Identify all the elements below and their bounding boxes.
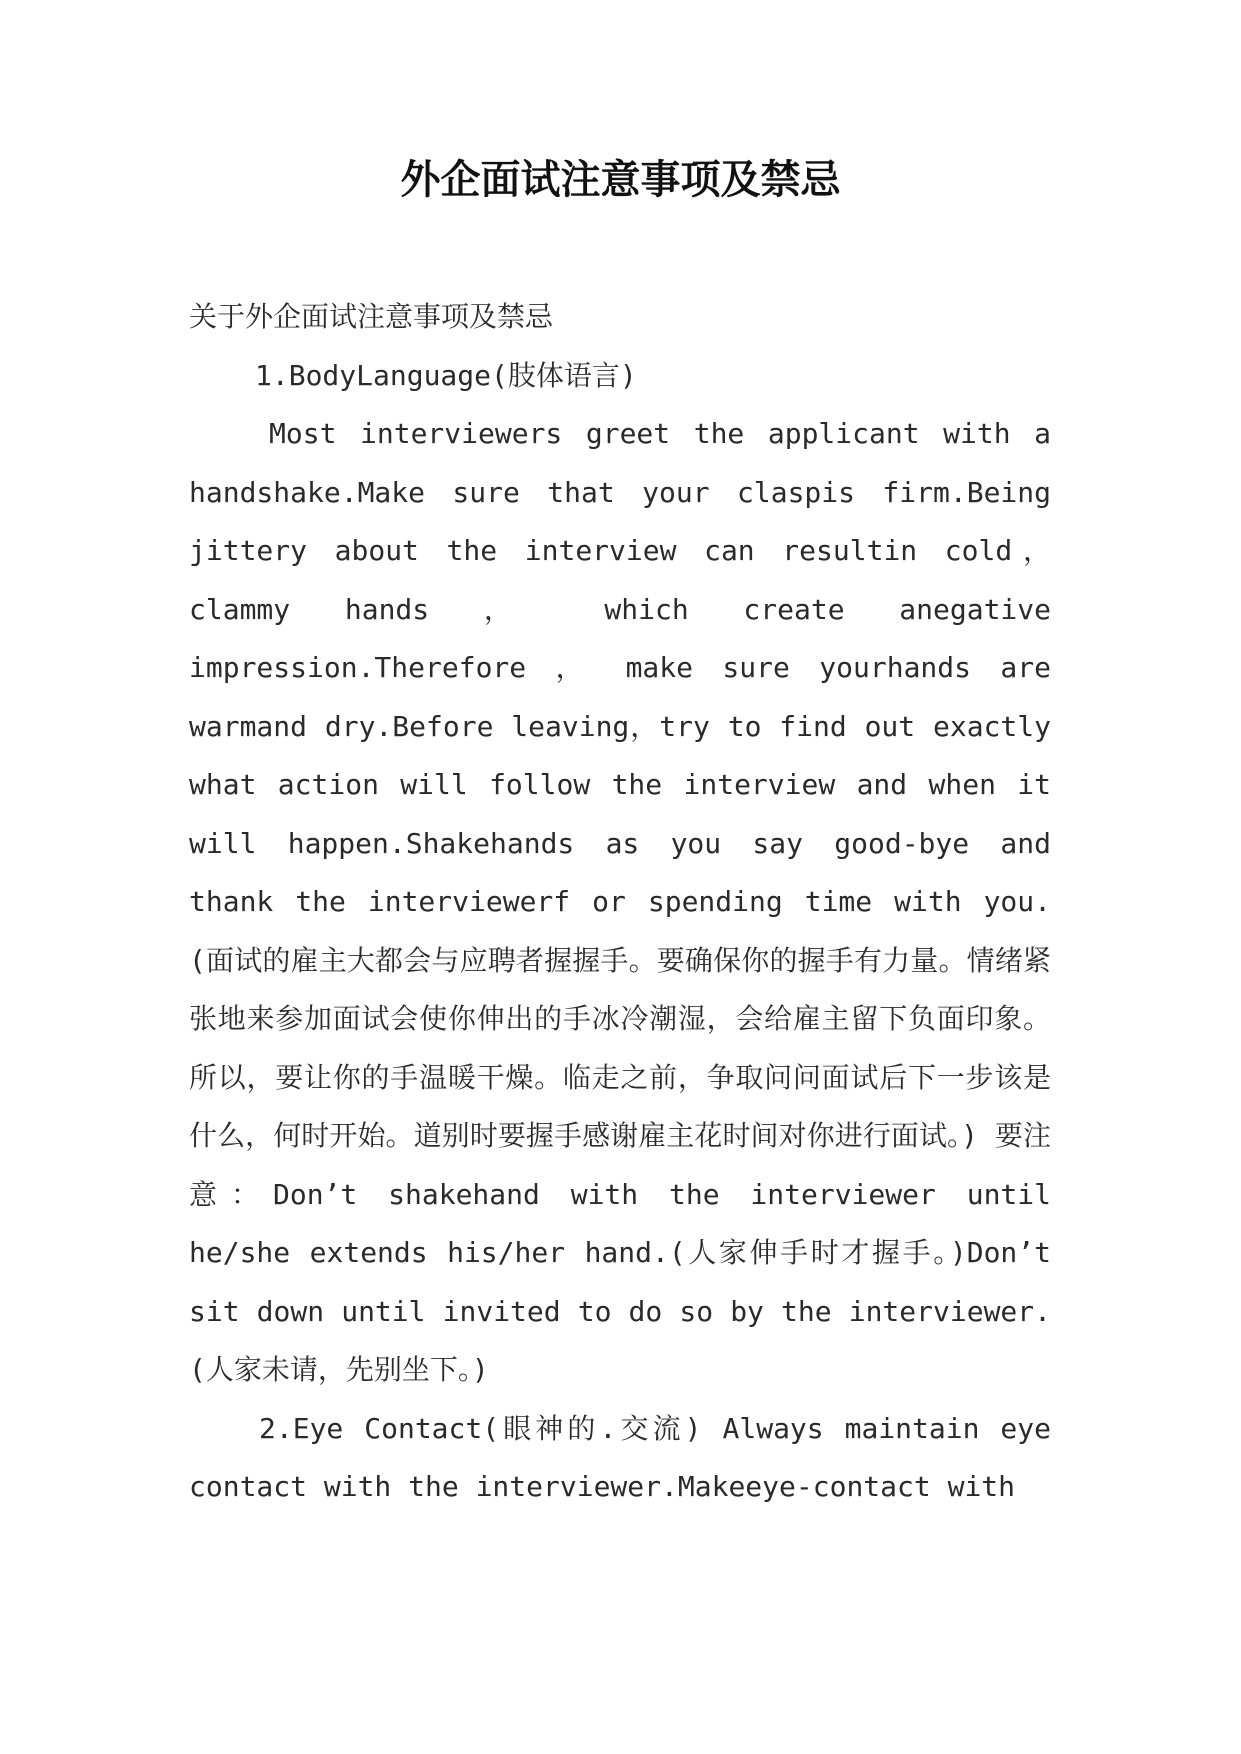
section-paragraph-eye-contact: 2.Eye Contact(眼神的.交流) Always maintain eye contact with the interviewer.Makeeye-contact with [189,1411,1051,1503]
document-body [189,288,1051,1517]
section-heading-body-language: 1.BodyLanguage(肢体语言) [255,358,637,392]
document-subtitle: 关于外企面试注意事项及禁忌 [189,300,554,333]
section-paragraph-body-language: Most interviewers greet the applicant with a handshake.Make sure that your claspis firm.Being jittery about the interview can resultin cold， clammy hands ， which create anegative impression.Therefore ， make sure yourhands are warmand dry.Before leaving，try to find out exactly what action will follow the interview and when it will happen.Shakehands as you say good-bye and thank the interviewerf or spending time with you.(面试的雇主大都会与应聘者握握手。要确保你的握手有力量。情绪紧张地来参加面试会使你伸出的手冰冷潮湿，会给雇主留下负面印象。所以，要让你的手温暖干燥。临走之前，争取问问面试后下一步该是什么，何时开始。道别时要握手感谢雇主花时间对你进行面试。) 要注意：Don’t shakehand with the interviewer until he/she extends his/her hand.(人家伸手时才握手。)Don’t sit down until invited to do so by the interviewer.(人家未请，先别坐下。) [189,417,1051,1386]
document-title: 外企面试注意事项及禁忌 [400,156,841,203]
